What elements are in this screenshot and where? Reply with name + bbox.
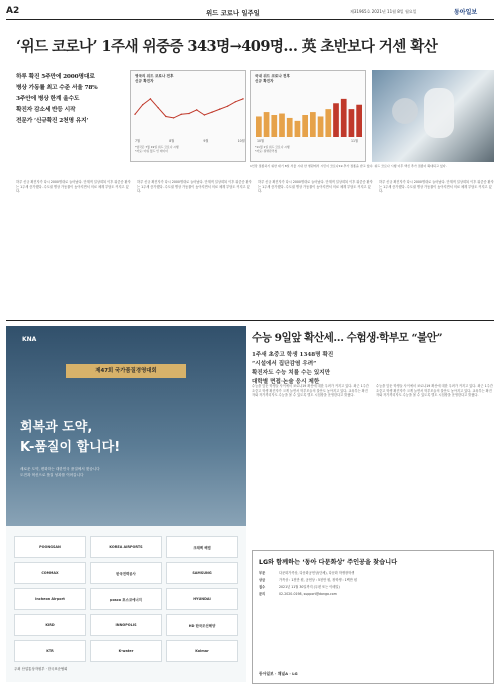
body-column: 수능을 앞둔 학생들 사이에서 코로나19 확산에 대한 우려가 커지고 있다. 최근 1주간 초중고 학생 확진자가 크게 늘면서 학부모들의 불안도 높아지고 있다. 교육부는 확진자와 자가격리자도 수능을 볼 수 있도록 별도 시험장을 운영한다고 밝혔다. (376, 384, 493, 398)
chart-title: 국내 위드 코로나 전후 신규 확진자 (255, 74, 290, 83)
article2-headline: 수능 9일앞 확산세… 수험생·학부모 “불안” (252, 332, 443, 344)
x-tick-label: 9월 (203, 139, 209, 143)
uk-line-chart (135, 93, 243, 143)
korea-chart (250, 70, 366, 162)
sponsor-logo: 한국전력공사 (90, 562, 162, 584)
article2-sub: “시설에서 집단감염 우려” (252, 361, 317, 367)
sponsor-logo: Kolmar (166, 640, 238, 662)
body-column: 하루 신규 확진자가 다시 2000명대로 늘어났다. 단계적 일상회복 이후 위중증 환자는 1주새 증가했다. 수도권 병상 가동률이 높아지면서 의료 체계 부담도 커지고 있다. (379, 180, 494, 194)
sponsor-logo: KIRD (14, 614, 86, 636)
sponsor-logos (14, 536, 238, 662)
body-column: 수능을 앞둔 학생들 사이에서 코로나19 확산에 대한 우려가 커지고 있다. 최근 1주간 초중고 학생 확진자가 크게 늘면서 학부모들의 불안도 높아지고 있다. 교육부는 확진자와 자가격리자도 수능을 볼 수 있도록 별도 시험장을 운영한다고 밝혔다. (252, 384, 369, 398)
notice-title: LG와 함께하는 ‘동아 다문화상’ 주인공을 찾습니다 (259, 559, 398, 566)
notice-value: 2021년 11월 30일까지 (우편 또는 이메일) (279, 585, 340, 589)
lead-line: 전문가 ‘신규확진 2천명 유지’ (16, 118, 89, 124)
issue-date: 제31965호 2021년 11월 8일 월요일 (350, 9, 417, 14)
notice-sponsor: 동아일보 · 채널A · LG (259, 671, 298, 676)
notice-box (252, 550, 494, 684)
data-point (181, 114, 182, 115)
chart-title: 영국의 위드 코로나 전후 신규 확진자 (135, 74, 174, 83)
ad-slogan: 회복과 도약, (20, 420, 93, 435)
sponsor-logo: KOREA AIRPORTS (90, 536, 162, 558)
bar (256, 116, 262, 137)
notice-value: 02-2020-0198, support@donga.com (279, 592, 337, 596)
sponsor-logo: HYUNDAI (166, 588, 238, 610)
newspaper-logo: 동아일보 (454, 9, 478, 16)
vaccination-photo (372, 70, 494, 162)
notice-rows (259, 571, 487, 599)
data-point (188, 113, 189, 114)
data-point (150, 98, 151, 99)
data-point (196, 109, 197, 110)
body-column: 하루 신규 확진자가 다시 2000명대로 늘어났다. 단계적 일상회복 이후 위중증 환자는 1주새 증가했다. 수도권 병상 가동률이 높아지면서 의료 체계 부담도 커지고 있다. (258, 180, 373, 194)
ad-slogan: K-품질이 합니다! (20, 440, 121, 455)
article2-sub: 1주새 초중고 학생 1348명 확진 (252, 352, 334, 358)
data-point (211, 111, 212, 112)
lead-line: 확진자 감소세 반등 시작 (16, 107, 76, 113)
chart-note: *11월 1일 위드 코로나 시행 *자료: 질병관리청 (255, 145, 290, 153)
x-tick-label: 10월 (257, 139, 265, 143)
bar (271, 115, 277, 137)
bar (264, 112, 270, 137)
data-point (157, 107, 158, 108)
lead-line: 하루 확진 5주만에 2000명대로 (16, 74, 95, 80)
sponsor-logo: KTR (14, 640, 86, 662)
sponsor-logo: COMMAX (14, 562, 86, 584)
bar (279, 114, 285, 137)
notice-value: 가족상 : 1천만 원, 공헌상 : 5천만 원, 장학생 : 1백만 원 (279, 578, 357, 582)
sponsor-logo: Incheon Airport (14, 588, 86, 610)
data-point (173, 117, 174, 118)
bar (287, 118, 293, 137)
series-line (135, 99, 243, 118)
sponsor-logo: K-water (90, 640, 162, 662)
ad-badge: KNA (22, 336, 37, 343)
data-point (235, 101, 236, 102)
data-point (204, 114, 205, 115)
divider (6, 320, 494, 321)
body-column: 하루 신규 확진자가 다시 2000명대로 늘어났다. 단계적 일상회복 이후 위중증 환자는 1주새 증가했다. 수도권 병상 가동률이 높아지면서 의료 체계 부담도 커지고 있다. (16, 180, 131, 194)
page-header (6, 4, 494, 20)
advertisement (6, 326, 246, 682)
lead-summary (16, 72, 126, 127)
data-point (219, 108, 220, 109)
data-point (227, 106, 228, 107)
x-tick-label: 7월 (135, 139, 141, 143)
article2-body (252, 384, 494, 534)
bar (349, 109, 355, 137)
body-column: 하루 신규 확진자가 다시 2000명대로 늘어났다. 단계적 일상회복 이후 위중증 환자는 1주새 증가했다. 수도권 병상 가동률이 높아지면서 의료 체계 부담도 커지고 있다. (137, 180, 252, 194)
ad-description: 새로운 도약, 변화하는 대한민국 품질에서 찾습니다 도전과 혁신으로 품질 성과를 이어갑니다 (20, 467, 100, 477)
ad-event: 제47회 국가품질경영대회 (66, 364, 186, 378)
sponsor-logo: POONGSAN (14, 536, 86, 558)
ad-bottom: 주최 산업통상자원부 · 한국표준협회 (14, 667, 68, 671)
bar (333, 103, 339, 137)
lead-line: 병상 가동률 최고 수준 서울 78% (16, 85, 98, 91)
page-number: A2 (6, 6, 20, 16)
bar (325, 109, 331, 137)
bar (356, 105, 362, 137)
sponsor-logo: posco 포스코에너지 (90, 588, 162, 610)
notice-key: 문의 (259, 592, 266, 596)
x-tick-label: 10월 (237, 139, 245, 143)
notice-key: 상금 (259, 578, 266, 582)
sponsor-logo: SAMSUNG (166, 562, 238, 584)
x-tick-label: 11월 (351, 139, 359, 143)
ad-banner (6, 326, 246, 526)
notice-key: 접수 (259, 585, 266, 589)
bar (310, 112, 316, 137)
data-point (165, 116, 166, 117)
main-headline: ‘위드 코로나’ 1주새 위중증 343명→409명… 英 초반보다 거센 확산 (16, 38, 438, 55)
article-body (16, 180, 494, 320)
sponsor-logo: HD 한국조선해양 (166, 614, 238, 636)
article2-sub: 대학별 면접·논술 응시 제한 (252, 379, 320, 385)
data-point (134, 114, 135, 115)
x-tick-label: 8월 (169, 139, 175, 143)
bar (295, 121, 301, 137)
data-point (142, 104, 143, 105)
uk-chart (130, 70, 246, 162)
korea-bar-chart (255, 93, 363, 143)
bar (318, 116, 324, 137)
photo-caption: 1인당 접종하기 위한 대기 8일 서울 시내 한 병원에서 시민이 코로나19 추가 접종을 받고 있다. 위드 코로나 시행 이후 백신 추가 접종이 확대되고 있다. (250, 164, 447, 168)
chart-note: *영국은 7월 19일 위드 코로나 시행 *자료: 아워 월드 인 데이터 (135, 145, 179, 153)
bar (341, 99, 347, 137)
notice-key: 부문 (259, 571, 266, 575)
lead-line: 3주안에 병상 한계 올수도 (16, 96, 80, 102)
article-2 (252, 330, 494, 387)
bar (302, 115, 308, 137)
sponsor-logo: INNOPOLIS (90, 614, 162, 636)
sponsor-logo: 크래펙 해법 (166, 536, 238, 558)
article2-sub: 확진자도 수능 치를 수는 있지만 (252, 370, 331, 376)
data-point (242, 98, 243, 99)
section-title: 위드 코로나 일주일 (206, 9, 260, 17)
notice-value: 다문화가족상, 다문화공헌상(단체), 다문화 학생장학생 (279, 571, 355, 575)
